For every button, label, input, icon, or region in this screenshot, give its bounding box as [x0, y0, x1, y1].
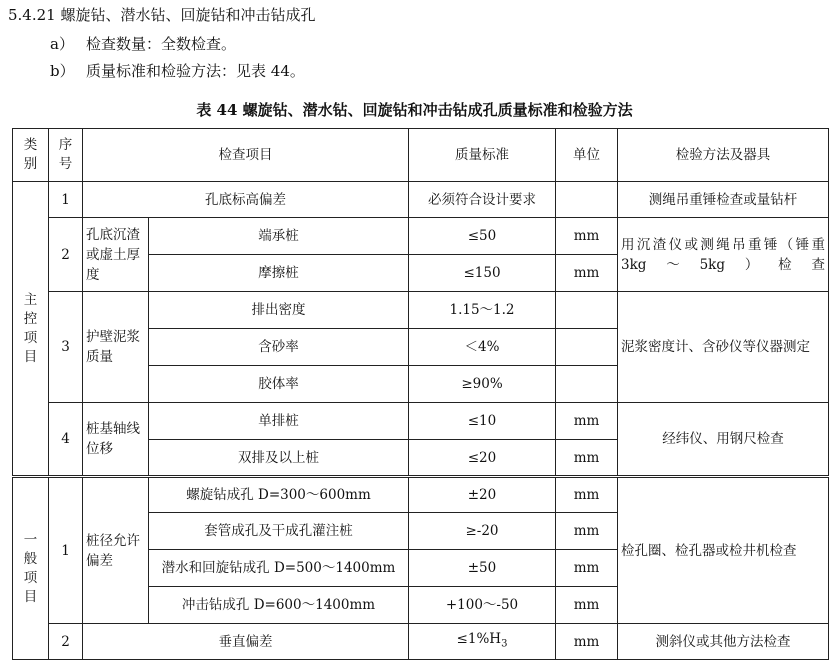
item-cell: 胶体率 [149, 366, 409, 403]
standard-cell: ≥-20 [409, 513, 556, 550]
standard-cell [409, 624, 556, 660]
method-cell: 用沉渣仪或测绳吊重锤（锤重 3kg～5kg）检查 [618, 218, 829, 292]
header-item: 检查项目 [83, 129, 409, 182]
item-cell: 垂直偏差 [83, 624, 409, 660]
unit-cell [556, 366, 618, 403]
item-cell: 螺旋钻成孔 D=300～600mm [149, 477, 409, 513]
method-cell: 泥浆密度计、含砂仪等仪器测定 [618, 292, 829, 403]
item-cell: 潜水和回旋钻成孔 D=500～1400mm [149, 550, 409, 587]
item-b-text: 质量标准和检验方法：见表 44。 [86, 62, 305, 80]
item-cell: 套管成孔及干成孔灌注桩 [149, 513, 409, 550]
item-a-text: 检查数量：全数检查。 [86, 35, 237, 53]
unit-cell: mm [556, 624, 618, 660]
table-header-row [13, 129, 829, 182]
category-general: 一 般 项 目 [13, 477, 49, 660]
method-cell: 经纬仪、用钢尺检查 [618, 403, 829, 477]
standard-subscript: 3 [501, 638, 508, 650]
group-cell: 孔底沉渣或虚土厚度 [83, 218, 149, 292]
header-category: 类 别 [13, 129, 49, 182]
section-heading: 5.4.21 螺旋钻、潜水钻、回旋钻和冲击钻成孔 [8, 6, 316, 24]
unit-cell: mm [556, 477, 618, 513]
standard-cell: ≥90% [409, 366, 556, 403]
table-row [13, 292, 829, 329]
item-cell: 端承桩 [149, 218, 409, 255]
table-row [13, 218, 829, 255]
standard-cell: ＜4% [409, 329, 556, 366]
item-cell: 双排及以上桩 [149, 440, 409, 477]
quality-standard-line [50, 62, 305, 80]
standard-cell: 必须符合设计要求 [409, 182, 556, 218]
item-cell: 摩擦桩 [149, 255, 409, 292]
item-b-tag: b） [50, 62, 75, 80]
group-cell: 桩基轴线位移 [83, 403, 149, 477]
item-cell: 含砂率 [149, 329, 409, 366]
item-cell: 单排桩 [149, 403, 409, 440]
category-main: 主 控 项 目 [13, 182, 49, 477]
quality-standards-table [12, 128, 829, 660]
seq-cell: 4 [49, 403, 83, 477]
seq-cell: 2 [49, 218, 83, 292]
standard-cell: ≤50 [409, 218, 556, 255]
standard-cell: ±20 [409, 477, 556, 513]
standard-cell: ≤150 [409, 255, 556, 292]
standard-cell: ±50 [409, 550, 556, 587]
table-row [13, 477, 829, 513]
unit-cell: mm [556, 513, 618, 550]
unit-cell [556, 329, 618, 366]
item-a-tag: a） [50, 35, 74, 53]
inspection-quantity-line [50, 35, 236, 53]
header-method: 检验方法及器具 [618, 129, 829, 182]
seq-cell: 2 [49, 624, 83, 660]
item-cell: 孔底标高偏差 [83, 182, 409, 218]
header-seq: 序 号 [49, 129, 83, 182]
standard-cell: ≤10 [409, 403, 556, 440]
standard-text: ≤1%H [456, 630, 502, 647]
table-row [13, 182, 829, 218]
header-unit: 单位 [556, 129, 618, 182]
unit-cell [556, 182, 618, 218]
header-standard: 质量标准 [409, 129, 556, 182]
group-cell: 护壁泥浆质量 [83, 292, 149, 403]
table-row [13, 624, 829, 660]
seq-cell: 3 [49, 292, 83, 403]
unit-cell: mm [556, 218, 618, 255]
item-cell: 排出密度 [149, 292, 409, 329]
unit-cell: mm [556, 587, 618, 624]
group-cell: 桩径允许偏差 [83, 477, 149, 624]
table-caption: 表 44 螺旋钻、潜水钻、回旋钻和冲击钻成孔质量标准和检验方法 [196, 101, 633, 119]
unit-cell: mm [556, 550, 618, 587]
standard-cell: 1.15～1.2 [409, 292, 556, 329]
method-cell: 测绳吊重锤检查或量钻杆 [618, 182, 829, 218]
seq-cell: 1 [49, 182, 83, 218]
seq-cell: 1 [49, 477, 83, 624]
method-cell: 检孔圈、检孔器或检井机检查 [618, 477, 829, 624]
standard-cell: +100～-50 [409, 587, 556, 624]
unit-cell: mm [556, 440, 618, 477]
table-row [13, 403, 829, 440]
unit-cell: mm [556, 255, 618, 292]
item-cell: 冲击钻成孔 D=600～1400mm [149, 587, 409, 624]
unit-cell [556, 292, 618, 329]
standard-cell: ≤20 [409, 440, 556, 477]
unit-cell: mm [556, 403, 618, 440]
method-cell: 测斜仪或其他方法检查 [618, 624, 829, 660]
